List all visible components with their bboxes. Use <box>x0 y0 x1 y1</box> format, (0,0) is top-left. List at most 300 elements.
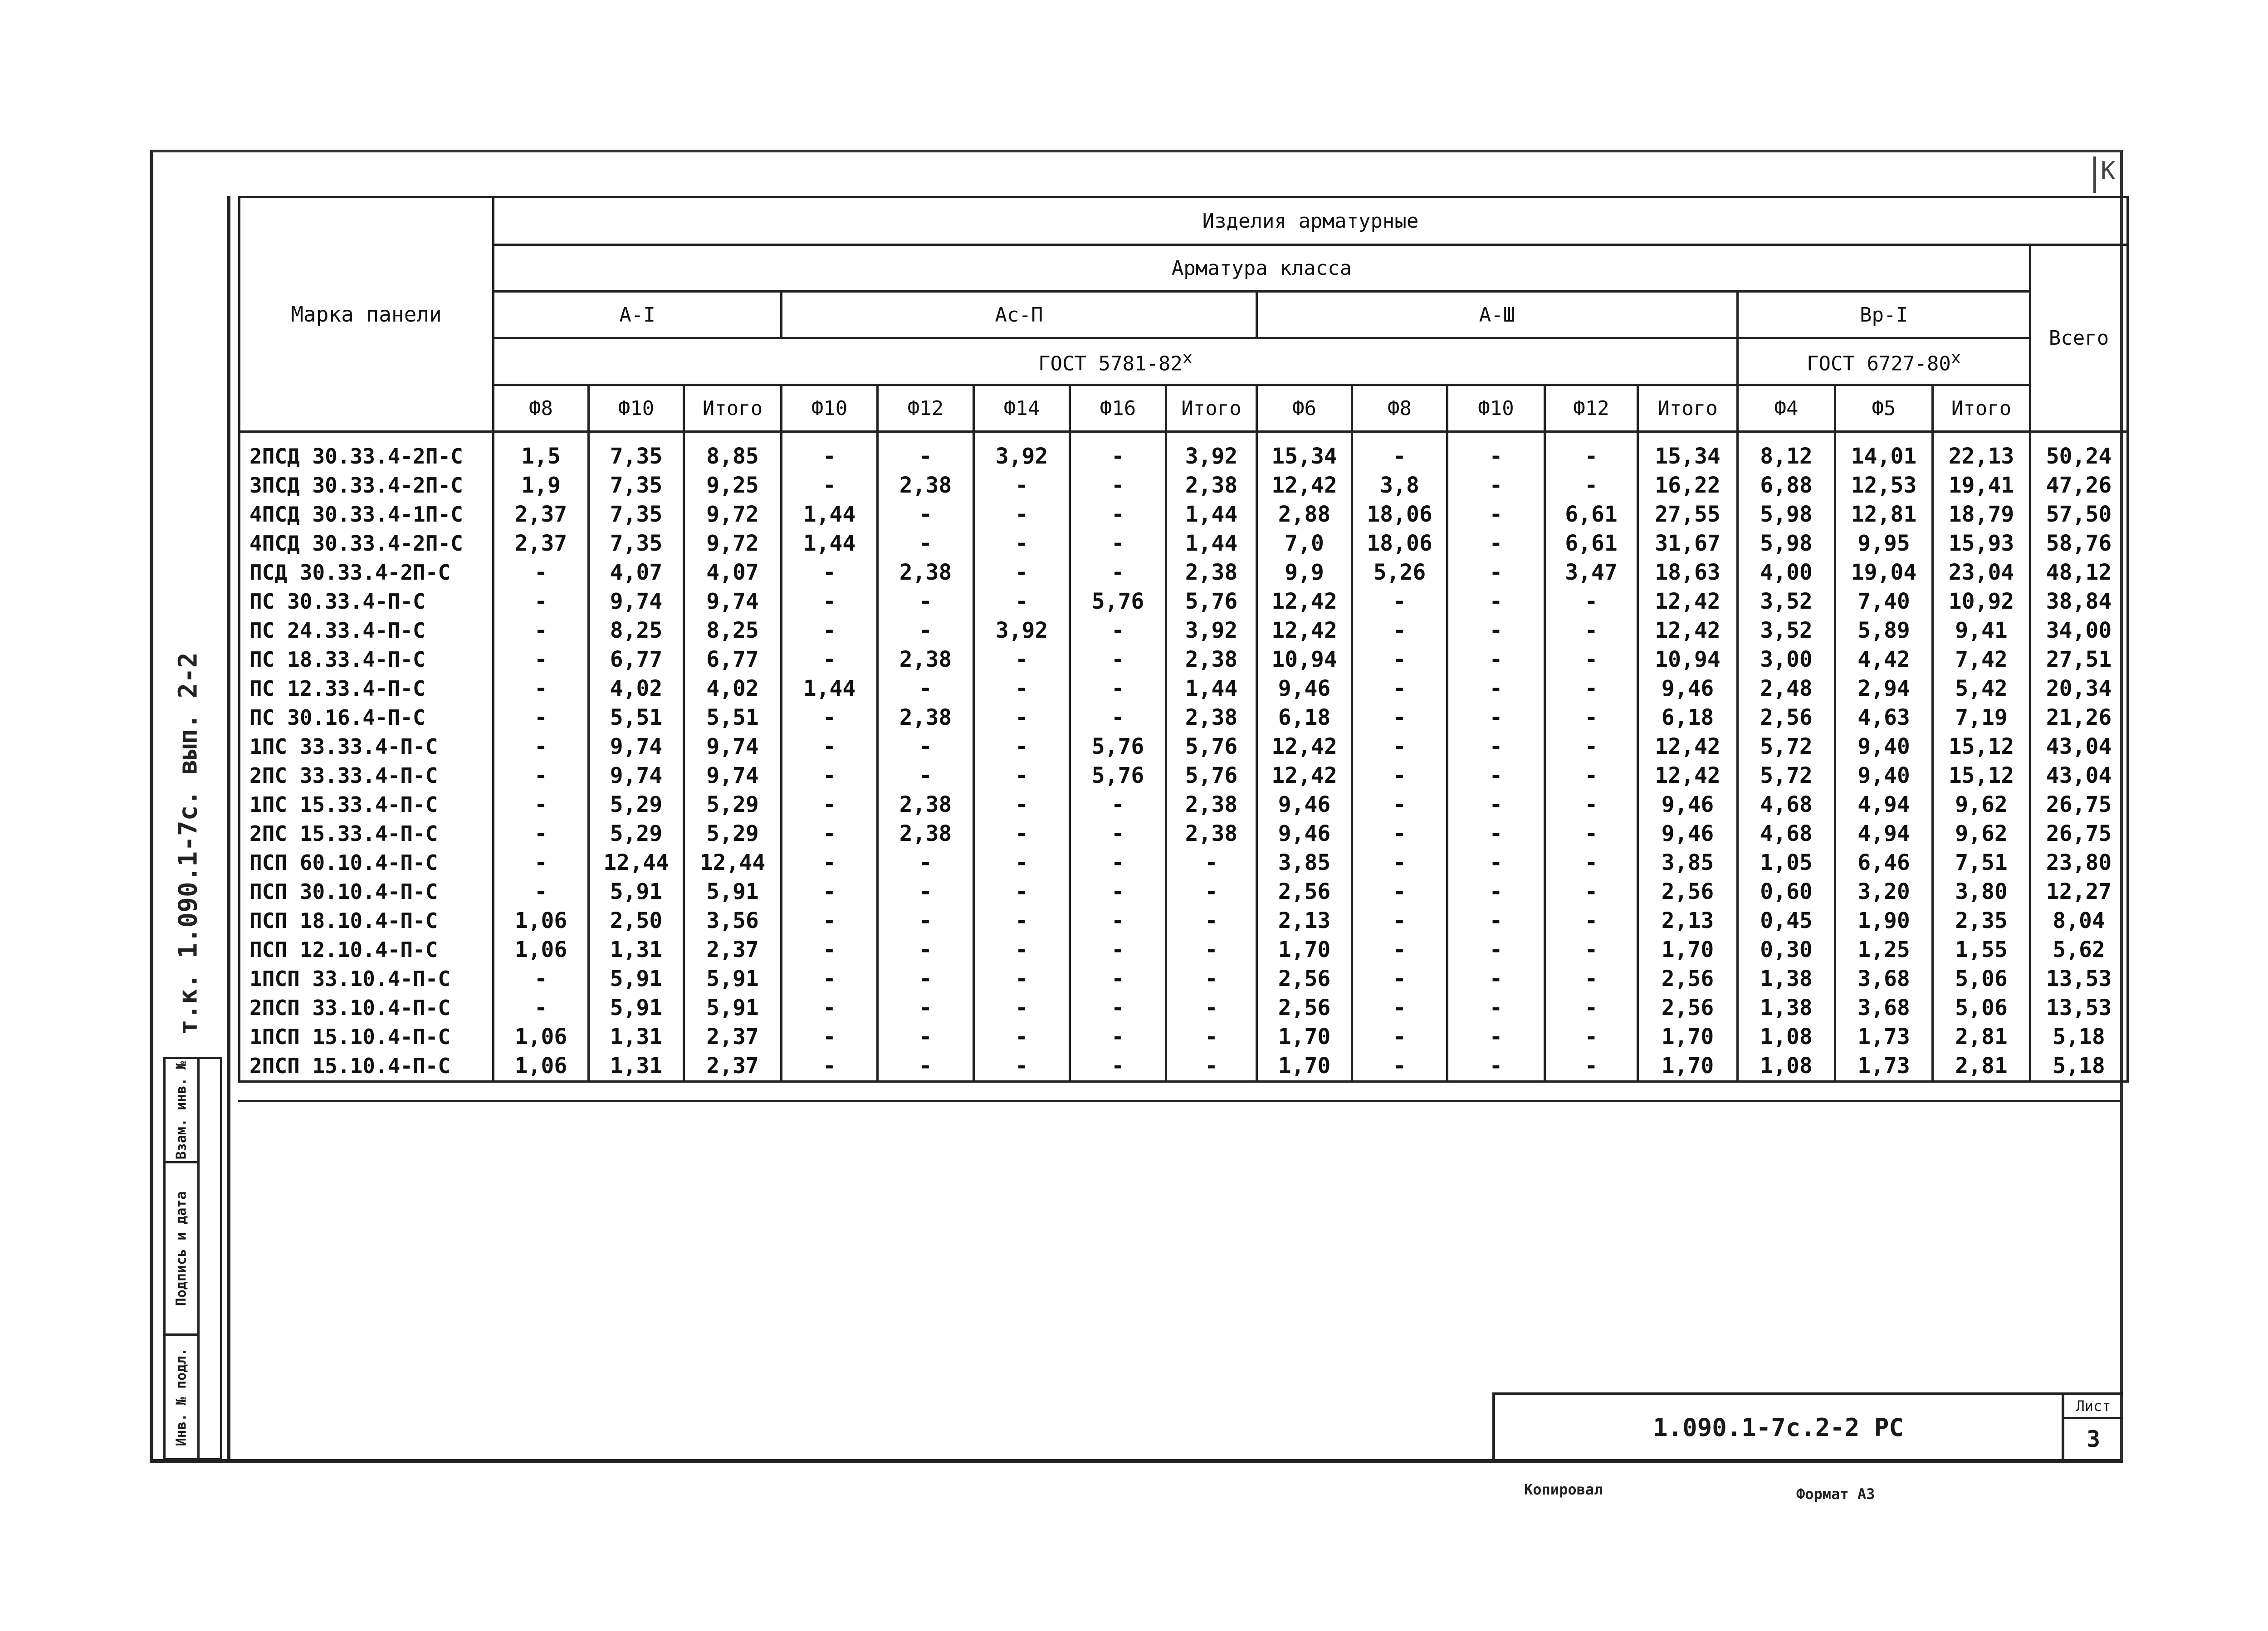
value-cell: 1,70 <box>1257 935 1352 964</box>
value-cell: 4,68 <box>1738 819 1835 848</box>
value-cell: 14,01 <box>1835 432 1933 471</box>
value-cell: 10,94 <box>1257 645 1352 674</box>
value-cell: - <box>1352 819 1447 848</box>
value-cell: - <box>974 993 1070 1022</box>
value-cell: 1,31 <box>589 935 684 964</box>
value-cell: - <box>1166 935 1257 964</box>
value-cell: 4,63 <box>1835 703 1933 732</box>
value-cell: - <box>1447 935 1545 964</box>
value-cell: - <box>974 529 1070 558</box>
value-cell: - <box>782 964 878 993</box>
value-cell: 3,20 <box>1835 877 1933 906</box>
value-cell: - <box>1545 790 1638 819</box>
value-cell: 2,38 <box>878 790 974 819</box>
value-cell: 2,81 <box>1933 1022 2030 1051</box>
value-cell: 2,50 <box>589 906 684 935</box>
panel-mark-cell: 4ПСД 30.33.4-1П-С <box>240 500 494 529</box>
value-cell: - <box>1352 1022 1447 1051</box>
value-cell: - <box>782 906 878 935</box>
value-cell: - <box>1447 471 1545 500</box>
value-cell: - <box>1447 500 1545 529</box>
diameter-header-cell: Итого <box>1166 385 1257 432</box>
value-cell: 18,06 <box>1352 529 1447 558</box>
value-cell: 2,37 <box>494 529 589 558</box>
panel-mark-cell: 1ПС 33.33.4-П-С <box>240 732 494 761</box>
value-cell: 1,44 <box>1166 500 1257 529</box>
value-cell: - <box>1070 848 1166 877</box>
value-cell: 1,70 <box>1257 1022 1352 1051</box>
header-gost-5781: ГОСТ $5781-82^х$ <box>494 338 1738 385</box>
value-cell: 12,42 <box>1638 732 1738 761</box>
value-cell: 2,56 <box>1638 877 1738 906</box>
panel-mark-cell: 3ПСД 30.33.4-2П-С <box>240 471 494 500</box>
reinforcement-spec-table <box>238 196 2129 1083</box>
value-cell: - <box>494 587 589 616</box>
value-cell: 12,44 <box>589 848 684 877</box>
value-cell: 4,07 <box>589 558 684 587</box>
value-cell: 15,93 <box>1933 529 2030 558</box>
value-cell: 9,40 <box>1835 761 1933 790</box>
value-cell: 2,88 <box>1257 500 1352 529</box>
value-cell: - <box>974 558 1070 587</box>
value-cell: - <box>1070 645 1166 674</box>
value-cell: - <box>974 877 1070 906</box>
value-cell: 5,76 <box>1070 761 1166 790</box>
value-cell: 2,56 <box>1257 993 1352 1022</box>
value-cell: - <box>1352 616 1447 645</box>
value-cell: - <box>494 703 589 732</box>
diameter-header-cell: Ф10 <box>782 385 878 432</box>
value-cell: - <box>878 1022 974 1051</box>
value-cell: 2,38 <box>878 645 974 674</box>
value-cell: - <box>1447 529 1545 558</box>
value-cell: 9,25 <box>684 471 782 500</box>
value-cell: - <box>974 500 1070 529</box>
value-cell: 26,75 <box>2030 790 2128 819</box>
value-cell: 7,42 <box>1933 645 2030 674</box>
value-cell: - <box>1447 790 1545 819</box>
value-cell: 5,91 <box>684 964 782 993</box>
value-cell: 6,88 <box>1738 471 1835 500</box>
diameter-header-cell: Ф16 <box>1070 385 1166 432</box>
value-cell: - <box>1166 906 1257 935</box>
value-cell: - <box>1070 906 1166 935</box>
value-cell: 6,77 <box>589 645 684 674</box>
value-cell: 6,46 <box>1835 848 1933 877</box>
value-cell: 22,13 <box>1933 432 2030 471</box>
value-cell: 1,31 <box>589 1022 684 1051</box>
value-cell: 1,38 <box>1738 993 1835 1022</box>
value-cell: 3,80 <box>1933 877 2030 906</box>
panel-mark-cell: ПСП 18.10.4-П-С <box>240 906 494 935</box>
value-cell: 7,51 <box>1933 848 2030 877</box>
value-cell: - <box>974 964 1070 993</box>
value-cell: 1,70 <box>1638 1051 1738 1082</box>
value-cell: 1,70 <box>1638 935 1738 964</box>
value-cell: - <box>1447 616 1545 645</box>
value-cell: - <box>1352 732 1447 761</box>
value-cell: - <box>782 790 878 819</box>
value-cell: 2,48 <box>1738 674 1835 703</box>
value-cell: 9,72 <box>684 500 782 529</box>
value-cell: 2,38 <box>1166 558 1257 587</box>
diameter-header-cell: Ф14 <box>974 385 1070 432</box>
panel-mark-cell: 2ПСД 30.33.4-2П-С <box>240 432 494 471</box>
value-cell: 19,41 <box>1933 471 2030 500</box>
value-cell: - <box>974 906 1070 935</box>
value-cell: 20,34 <box>2030 674 2128 703</box>
value-cell: 7,35 <box>589 529 684 558</box>
panel-mark-cell: ПС 18.33.4-П-С <box>240 645 494 674</box>
corner-mark: K <box>2093 156 2128 193</box>
value-cell: 1,73 <box>1835 1022 1933 1051</box>
value-cell: 9,9 <box>1257 558 1352 587</box>
value-cell: 12,53 <box>1835 471 1933 500</box>
panel-mark-cell: ПС 24.33.4-П-С <box>240 616 494 645</box>
value-cell: 23,80 <box>2030 848 2128 877</box>
footer-copied: Копировал <box>1524 1481 1603 1498</box>
value-cell: 5,18 <box>2030 1022 2128 1051</box>
value-cell: 5,29 <box>589 819 684 848</box>
value-cell: - <box>1070 558 1166 587</box>
table-row <box>240 877 2128 906</box>
value-cell: 12,42 <box>1257 761 1352 790</box>
value-cell: - <box>1352 848 1447 877</box>
value-cell: - <box>974 790 1070 819</box>
value-cell: - <box>1545 877 1638 906</box>
value-cell: 5,98 <box>1738 529 1835 558</box>
value-cell: 3,8 <box>1352 471 1447 500</box>
value-cell: 9,74 <box>684 761 782 790</box>
table-row <box>240 1022 2128 1051</box>
value-cell: 7,35 <box>589 500 684 529</box>
value-cell: 58,76 <box>2030 529 2128 558</box>
value-cell: 1,44 <box>782 674 878 703</box>
value-cell: - <box>494 616 589 645</box>
diameter-header-cell: Итого <box>1638 385 1738 432</box>
value-cell: - <box>782 848 878 877</box>
value-cell: - <box>1352 877 1447 906</box>
value-cell: 6,61 <box>1545 529 1638 558</box>
value-cell: - <box>1352 935 1447 964</box>
value-cell: 4,68 <box>1738 790 1835 819</box>
value-cell: - <box>494 848 589 877</box>
value-cell: 3,52 <box>1738 587 1835 616</box>
value-cell: - <box>1070 993 1166 1022</box>
stamp-cell-replace: Взам. инв. № <box>166 1059 197 1163</box>
value-cell: 5,72 <box>1738 732 1835 761</box>
value-cell: 5,06 <box>1933 993 2030 1022</box>
value-cell: 9,46 <box>1257 790 1352 819</box>
value-cell: - <box>878 964 974 993</box>
value-cell: 3,68 <box>1835 993 1933 1022</box>
value-cell: - <box>1070 703 1166 732</box>
value-cell: 15,34 <box>1638 432 1738 471</box>
value-cell: - <box>878 993 974 1022</box>
column-header-total: Всего <box>2030 245 2128 432</box>
value-cell: 5,76 <box>1070 732 1166 761</box>
value-cell: - <box>782 1022 878 1051</box>
value-cell: 12,44 <box>684 848 782 877</box>
value-cell: 3,52 <box>1738 616 1835 645</box>
value-cell: - <box>1447 819 1545 848</box>
panel-mark-cell: 1ПС 15.33.4-П-С <box>240 790 494 819</box>
value-cell: - <box>782 819 878 848</box>
value-cell: - <box>974 703 1070 732</box>
diameter-header-cell: Ф10 <box>589 385 684 432</box>
value-cell: 3,68 <box>1835 964 1933 993</box>
panel-mark-cell: 2ПСП 15.10.4-П-С <box>240 1051 494 1082</box>
value-cell: 1,05 <box>1738 848 1835 877</box>
panel-mark-cell: 2ПСП 33.10.4-П-С <box>240 993 494 1022</box>
value-cell: 5,91 <box>589 964 684 993</box>
panel-mark-cell: ПС 12.33.4-П-С <box>240 674 494 703</box>
value-cell: 27,51 <box>2030 645 2128 674</box>
table-row <box>240 587 2128 616</box>
value-cell: - <box>1166 964 1257 993</box>
value-cell: 5,18 <box>2030 1051 2128 1082</box>
value-cell: - <box>974 848 1070 877</box>
value-cell: - <box>1447 848 1545 877</box>
value-cell: - <box>1447 964 1545 993</box>
value-cell: 34,00 <box>2030 616 2128 645</box>
value-cell: 2,38 <box>1166 790 1257 819</box>
value-cell: 9,62 <box>1933 790 2030 819</box>
value-cell: - <box>1545 935 1638 964</box>
footer-format: Формат А3 <box>1796 1485 1875 1503</box>
table-row <box>240 616 2128 645</box>
value-cell: 1,44 <box>782 500 878 529</box>
value-cell: - <box>1447 732 1545 761</box>
value-cell: - <box>1070 964 1166 993</box>
value-cell: - <box>878 848 974 877</box>
value-cell: 4,07 <box>684 558 782 587</box>
value-cell: 2,81 <box>1933 1051 2030 1082</box>
value-cell: 6,77 <box>684 645 782 674</box>
value-cell: - <box>878 761 974 790</box>
diameter-header-cell: Ф12 <box>878 385 974 432</box>
table-row <box>240 732 2128 761</box>
value-cell: 2,56 <box>1738 703 1835 732</box>
value-cell: 5,62 <box>2030 935 2128 964</box>
value-cell: 9,46 <box>1638 674 1738 703</box>
value-cell: 3,47 <box>1545 558 1638 587</box>
value-cell: 5,76 <box>1166 761 1257 790</box>
table-row <box>240 935 2128 964</box>
value-cell: 5,76 <box>1070 587 1166 616</box>
value-cell: 2,56 <box>1257 964 1352 993</box>
value-cell: 21,26 <box>2030 703 2128 732</box>
value-cell: 7,40 <box>1835 587 1933 616</box>
value-cell: 12,42 <box>1257 471 1352 500</box>
header-class-vr1: Вр-I <box>1738 292 2030 338</box>
side-stamp-column <box>166 1059 200 1458</box>
value-cell: 1,70 <box>1257 1051 1352 1082</box>
value-cell: 1,31 <box>589 1051 684 1082</box>
value-cell: 2,56 <box>1257 877 1352 906</box>
value-cell: 9,72 <box>684 529 782 558</box>
value-cell: 4,00 <box>1738 558 1835 587</box>
value-cell: 9,46 <box>1638 819 1738 848</box>
diameter-header-cell: Ф8 <box>1352 385 1447 432</box>
value-cell: 2,38 <box>878 471 974 500</box>
value-cell: - <box>1545 432 1638 471</box>
value-cell: 2,56 <box>1638 964 1738 993</box>
value-cell: 1,9 <box>494 471 589 500</box>
value-cell: 18,79 <box>1933 500 2030 529</box>
header-rebar-class: Арматура класса <box>494 245 2030 292</box>
value-cell: 38,84 <box>2030 587 2128 616</box>
table-row <box>240 761 2128 790</box>
value-cell: 4,94 <box>1835 819 1933 848</box>
value-cell: 2,38 <box>1166 819 1257 848</box>
diameter-header-cell: Итого <box>684 385 782 432</box>
value-cell: - <box>974 761 1070 790</box>
value-cell: 7,35 <box>589 432 684 471</box>
value-cell: 9,62 <box>1933 819 2030 848</box>
value-cell: 5,06 <box>1933 964 2030 993</box>
value-cell: 5,51 <box>684 703 782 732</box>
value-cell: 4,94 <box>1835 790 1933 819</box>
value-cell: 3,92 <box>1166 432 1257 471</box>
value-cell: - <box>1070 500 1166 529</box>
value-cell: - <box>1447 674 1545 703</box>
value-cell: 12,81 <box>1835 500 1933 529</box>
table-body <box>240 432 2128 1082</box>
value-cell: 9,74 <box>589 761 684 790</box>
value-cell: - <box>782 587 878 616</box>
value-cell: 1,06 <box>494 906 589 935</box>
value-cell: 5,29 <box>684 790 782 819</box>
value-cell: - <box>974 645 1070 674</box>
value-cell: 27,55 <box>1638 500 1738 529</box>
value-cell: 5,91 <box>589 877 684 906</box>
value-cell: - <box>1070 877 1166 906</box>
value-cell: 15,12 <box>1933 732 2030 761</box>
value-cell: - <box>1352 587 1447 616</box>
value-cell: 3,56 <box>684 906 782 935</box>
value-cell: 5,26 <box>1352 558 1447 587</box>
value-cell: 5,51 <box>589 703 684 732</box>
value-cell: 1,5 <box>494 432 589 471</box>
value-cell: - <box>1070 1022 1166 1051</box>
value-cell: - <box>878 587 974 616</box>
table-row <box>240 703 2128 732</box>
value-cell: 2,38 <box>1166 645 1257 674</box>
value-cell: - <box>1545 819 1638 848</box>
value-cell: 12,42 <box>1638 587 1738 616</box>
value-cell: - <box>1447 432 1545 471</box>
value-cell: - <box>1545 964 1638 993</box>
diameter-header-row <box>240 385 2128 432</box>
value-cell: - <box>1070 529 1166 558</box>
value-cell: 5,72 <box>1738 761 1835 790</box>
value-cell: - <box>1070 1051 1166 1082</box>
header-gost-6727: ГОСТ $6727-80^х$ <box>1738 338 2030 385</box>
diameter-header-cell: Ф8 <box>494 385 589 432</box>
value-cell: - <box>1447 761 1545 790</box>
value-cell: - <box>1352 790 1447 819</box>
value-cell: 4,02 <box>684 674 782 703</box>
value-cell: 1,44 <box>782 529 878 558</box>
value-cell: - <box>1352 674 1447 703</box>
value-cell: 3,00 <box>1738 645 1835 674</box>
value-cell: 8,12 <box>1738 432 1835 471</box>
value-cell: - <box>974 471 1070 500</box>
value-cell: - <box>878 935 974 964</box>
value-cell: 5,29 <box>589 790 684 819</box>
value-cell: - <box>782 732 878 761</box>
value-cell: 4,42 <box>1835 645 1933 674</box>
panel-mark-cell: ПСП 30.10.4-П-С <box>240 877 494 906</box>
value-cell: - <box>494 790 589 819</box>
value-cell: 5,89 <box>1835 616 1933 645</box>
value-cell: - <box>1545 674 1638 703</box>
value-cell: 0,45 <box>1738 906 1835 935</box>
table-row <box>240 500 2128 529</box>
value-cell: - <box>1352 993 1447 1022</box>
diameter-header-cell: Ф4 <box>1738 385 1835 432</box>
value-cell: - <box>782 703 878 732</box>
value-cell: - <box>1545 616 1638 645</box>
diameter-header-cell: Ф5 <box>1835 385 1933 432</box>
value-cell: - <box>1447 993 1545 1022</box>
header-class-as2: Ас-П <box>782 292 1257 338</box>
diameter-header-cell: Ф6 <box>1257 385 1352 432</box>
value-cell: 3,92 <box>1166 616 1257 645</box>
value-cell: 2,37 <box>684 1022 782 1051</box>
table-row <box>240 1051 2128 1082</box>
value-cell: - <box>1352 432 1447 471</box>
value-cell: 2,35 <box>1933 906 2030 935</box>
panel-mark-cell: ПС 30.16.4-П-С <box>240 703 494 732</box>
value-cell: - <box>1070 432 1166 471</box>
value-cell: 1,06 <box>494 1051 589 1082</box>
value-cell: - <box>494 558 589 587</box>
value-cell: 7,0 <box>1257 529 1352 558</box>
panel-mark-cell: 2ПС 33.33.4-П-С <box>240 761 494 790</box>
value-cell: 23,04 <box>1933 558 2030 587</box>
value-cell: - <box>1545 703 1638 732</box>
value-cell: 19,04 <box>1835 558 1933 587</box>
value-cell: - <box>1545 906 1638 935</box>
side-document-code: т.к. 1.090.1-7с. вып. 2-2 <box>173 652 203 1035</box>
value-cell: - <box>974 587 1070 616</box>
value-cell: 2,37 <box>494 500 589 529</box>
value-cell: - <box>1447 906 1545 935</box>
panel-mark-cell: ПСП 12.10.4-П-С <box>240 935 494 964</box>
sheet-label: Лист <box>2064 1395 2123 1419</box>
value-cell: 9,46 <box>1257 674 1352 703</box>
value-cell: 6,61 <box>1545 500 1638 529</box>
value-cell: 1,70 <box>1638 1022 1738 1051</box>
value-cell: 9,46 <box>1638 790 1738 819</box>
table-row <box>240 558 2128 587</box>
value-cell: - <box>1447 645 1545 674</box>
value-cell: - <box>494 645 589 674</box>
value-cell: 2,13 <box>1257 906 1352 935</box>
value-cell: 0,30 <box>1738 935 1835 964</box>
value-cell: 48,12 <box>2030 558 2128 587</box>
value-cell: 8,85 <box>684 432 782 471</box>
value-cell: 5,91 <box>684 877 782 906</box>
value-cell: - <box>1447 877 1545 906</box>
value-cell: 50,24 <box>2030 432 2128 471</box>
value-cell: 1,55 <box>1933 935 2030 964</box>
value-cell: 15,12 <box>1933 761 2030 790</box>
value-cell: 16,22 <box>1638 471 1738 500</box>
table-row <box>240 819 2128 848</box>
